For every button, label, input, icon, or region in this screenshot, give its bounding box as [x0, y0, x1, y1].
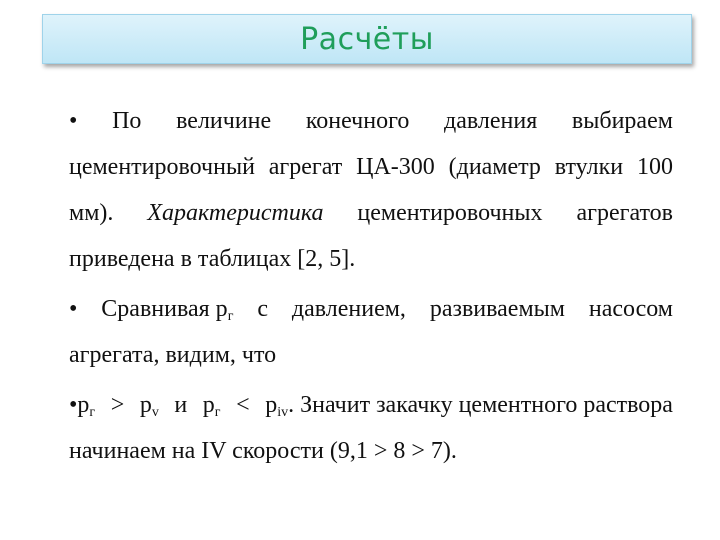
formula: [77, 392, 673, 421]
title-bar: [42, 14, 692, 64]
term: $p_г$: [77, 392, 96, 420]
word: давления: [444, 108, 538, 134]
word: втулки: [554, 154, 624, 180]
word: и: [174, 392, 188, 418]
text: агрегата, видим, что: [69, 342, 277, 368]
word-italic: Характеристика: [147, 200, 324, 226]
p1-line-1: [69, 108, 673, 154]
text: начинаем на IV скорости (9,1 > 8 > 7).: [69, 438, 457, 464]
word: с: [257, 296, 268, 322]
word: (диаметр: [448, 154, 541, 180]
word: ЦА-300: [356, 154, 435, 180]
word: конечного: [305, 108, 410, 134]
word: выбираем: [571, 108, 673, 134]
word: величине: [176, 108, 272, 134]
p1-line-4: [69, 246, 673, 292]
term: $p_v$: [139, 392, 159, 420]
word: давлением,: [291, 296, 406, 322]
word: Сравнивая p: [101, 296, 228, 322]
bullet: •: [69, 392, 78, 418]
word: По: [112, 108, 142, 134]
p3-line-1: [69, 392, 673, 438]
word: развиваемым: [429, 296, 565, 322]
text: приведена в таблицах [2, 5].: [69, 246, 356, 272]
term: $p_г$: [202, 392, 221, 420]
p1-line-2: [69, 154, 673, 200]
subscript: г: [227, 309, 234, 324]
operator: >: [110, 392, 125, 418]
word: 100: [636, 154, 673, 180]
subscript: г: [214, 405, 221, 420]
word: цементировочный: [69, 154, 255, 180]
p3-line-2: [69, 438, 673, 484]
word: агрегат: [268, 154, 343, 180]
bullet: •: [69, 108, 78, 134]
word: мм).: [69, 200, 114, 226]
text-with-sub: [101, 296, 233, 325]
term: $p_{iv}$. Значит закачку цементного раствора: [265, 392, 673, 420]
subscript: v: [151, 405, 159, 420]
p2-line-1: [69, 296, 673, 342]
word: насосом: [588, 296, 673, 322]
slide-title: Расчёты: [300, 21, 434, 57]
p1-line-3: [69, 200, 673, 246]
slide-body: [69, 108, 673, 484]
subscript: iv: [277, 405, 289, 420]
word: цементировочных: [357, 200, 543, 226]
p2-line-2: [69, 342, 673, 388]
bullet: •: [69, 296, 78, 322]
operator: <: [236, 392, 250, 418]
word: агрегатов: [576, 200, 673, 226]
subscript: г: [89, 405, 96, 420]
